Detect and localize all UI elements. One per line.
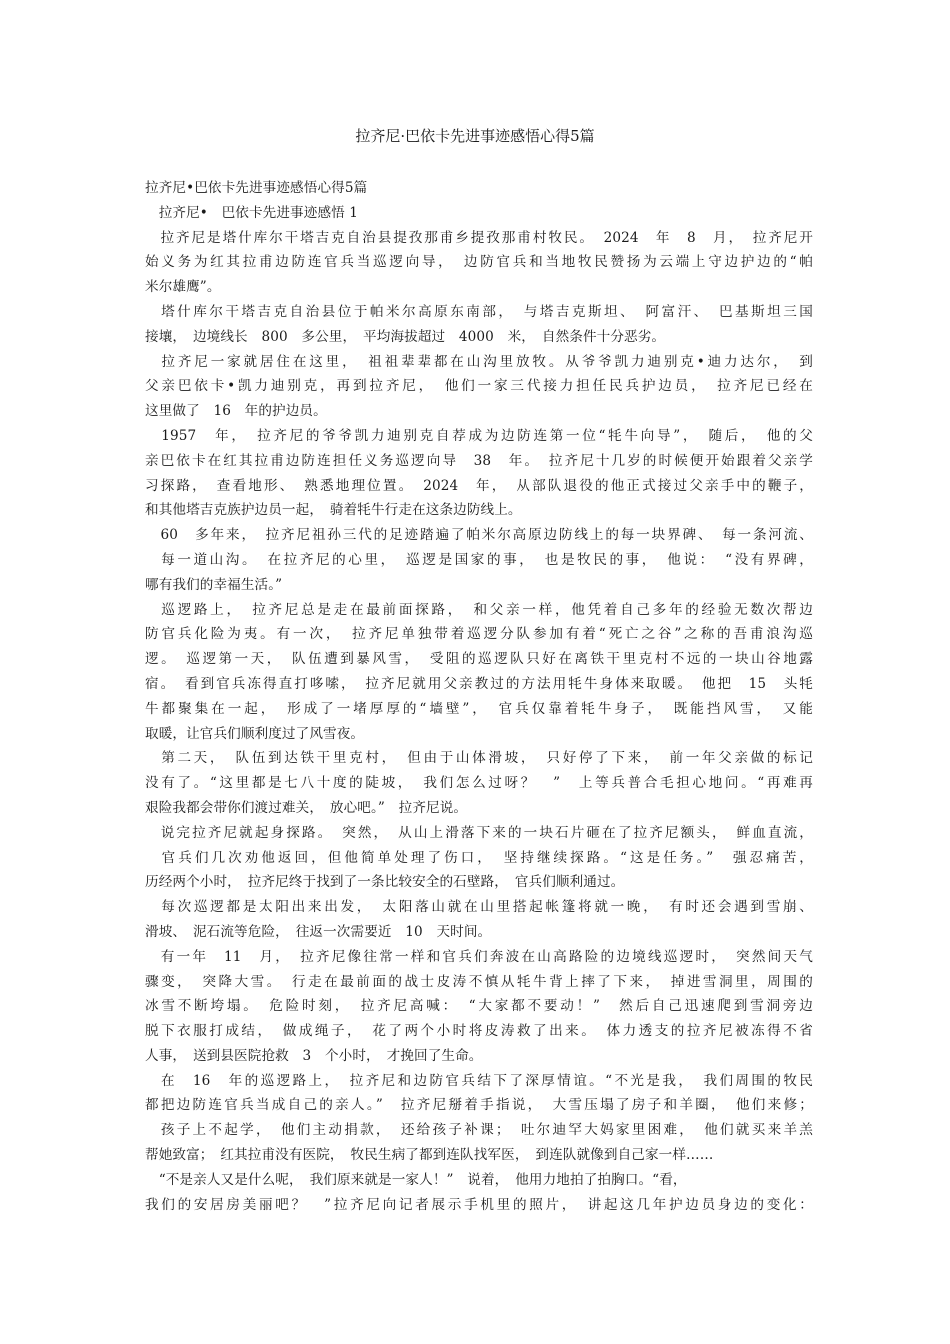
text-line: 和其他塔吉克族护边员一起， 骑着牦牛行走在这条边防线上。 [145, 502, 522, 519]
text-line: 60 多年来， 拉齐尼祖孙三代的足迹踏遍了帕米尔高原边防线上的每一块界碑、 每一条河流、 [145, 527, 813, 544]
text-line: 孩子上不起学， 他们主动捐款， 还给孩子补课； 吐尔迪罕大妈家里困难， 他们就买来羊羔 [145, 1122, 813, 1139]
text-line: 说完拉齐尼就起身探路。 突然， 从山上滑落下来的一块石片砸在了拉齐尼额头， 鲜血直流， [145, 824, 813, 841]
text-line: 每一道山沟。 在拉齐尼的心里， 巡逻是国家的事， 也是牧民的事， 他说： “没有界碑， [145, 551, 813, 568]
text-line: “不是亲人又是什么呢， 我们原来就是一家人！” 说着， 他用力地拍了拍胸口。“看， [145, 1171, 687, 1188]
text-line: 拉齐尼• 巴依卡先进事迹感悟 1 [145, 204, 358, 221]
text-line: 都把边防连官兵当成自己的亲人。” 拉齐尼掰着手指说， 大雪压塌了房子和羊圈， 他们来修； [145, 1097, 813, 1114]
text-line: 有一年 11 月， 拉齐尼像往常一样和官兵们奔波在山高路险的边境线巡逻时， 突然间天气 [145, 948, 813, 965]
text-line: 拉齐尼一家就居住在这里， 祖祖辈辈都在山沟里放牧。从爷爷凯力迪别克•迪力达尔， 到 [145, 353, 813, 370]
text-line: 骤变， 突降大雪。 行走在最前面的战士皮涛不慎从牦牛背上摔了下来， 掉进雪洞里，周围的 [145, 973, 813, 990]
text-line: 官兵们几次劝他返回，但他简单处理了伤口， 坚持继续探路。“这是任务。” 强忍痛苦， [145, 849, 813, 866]
text-line: 冰雪不断垮塌。 危险时刻， 拉齐尼高喊： “大家都不要动！” 然后自己迅速爬到雪洞旁边 [145, 998, 813, 1015]
text-line: 习探路， 查看地形、 熟悉地理位置。 2024 年， 从部队退役的他正式接过父亲手中的鞭子， [145, 477, 813, 494]
text-line: 1957 年， 拉齐尼的爷爷凯力迪别克自荐成为边防连第一位“牦牛向导”， 随后， 他的父 [145, 427, 813, 444]
text-line: 在 16 年的巡逻路上， 拉齐尼和边防官兵结下了深厚情谊。“不光是我， 我们周围的牧民 [145, 1072, 813, 1089]
text-line: 艰险我都会带你们渡过难关， 放心吧。” 拉齐尼说。 [145, 799, 468, 816]
text-line: 第二天， 队伍到达铁干里克村， 但由于山体滑坡， 只好停了下来， 前一年父亲做的标记 [145, 750, 813, 767]
text-line: 没有了。“这里都是七八十度的陡坡， 我们怎么过呀？ ” 上等兵普合毛担心地问。“再难再 [145, 775, 813, 792]
text-line: 取暖，让官兵们顺利度过了风雪夜。 [145, 725, 365, 742]
text-line: 历经两个小时， 拉齐尼终于找到了一条比较安全的石壁路， 官兵们顺利通过。 [145, 874, 625, 891]
text-line: 脱下衣服打成结， 做成绳子， 花了两个小时将皮涛救了出来。 体力透支的拉齐尼被冻得不省 [145, 1023, 813, 1040]
text-line: 亲巴依卡在红其拉甫边防连担任义务巡逻向导 38 年。 拉齐尼十几岁的时候便开始跟着父亲学 [145, 452, 813, 469]
text-line: 哪有我们的幸福生活。” [145, 576, 283, 593]
text-line: 米尔雄鹰”。 [145, 279, 221, 296]
text-line: 牛都聚集在一起， 形成了一堵厚厚的“墙壁”， 官兵仅靠着牦牛身子， 既能挡风雪， 又能 [145, 700, 813, 717]
text-line: 滑坡、 泥石流等危险， 往返一次需要近 10 天时间。 [145, 923, 492, 940]
text-line: 父亲巴依卡•凯力迪别克，再到拉齐尼， 他们一家三代接力担任民兵护边员， 拉齐尼已经在 [145, 378, 813, 395]
text-line: 逻。 巡逻第一天， 队伍遭到暴风雪， 受阻的巡逻队只好在离铁干里克村不远的一块山谷地露 [145, 651, 813, 668]
text-line: 宿。 看到官兵冻得直打哆嗦， 拉齐尼就用父亲教过的方法用牦牛身体来取暖。 他把 15 头牦 [145, 675, 813, 692]
document-body [145, 176, 813, 1217]
text-line: 始义务为红其拉甫边防连官兵当巡逻向导， 边防官兵和当地牧民赞扬为云端上守边护边的“帕 [145, 254, 813, 271]
text-line: 每次巡逻都是太阳出来出发， 太阳落山就在山里搭起帐篷将就一晚， 有时还会遇到雪崩、 [145, 899, 813, 916]
text-line: 人事， 送到县医院抢救 3 个小时， 才挽回了生命。 [145, 1047, 483, 1064]
text-line: 接壤， 边境线长 800 多公里， 平均海拔超过 4000 米， 自然条件十分恶劣。 [145, 328, 666, 345]
document-title: 拉齐尼·巴依卡先进事迹感悟心得5篇 [355, 127, 595, 145]
text-line: 塔什库尔干塔吉克自治县位于帕米尔高原东南部， 与塔吉克斯坦、 阿富汗、 巴基斯坦三国 [145, 303, 813, 320]
text-line: 防官兵化险为夷。有一次， 拉齐尼单独带着巡逻分队参加有着“死亡之谷”之称的吾甫浪沟巡 [145, 626, 813, 643]
text-line: 帮她致富； 红其拉甫没有医院， 牧民生病了都到连队找军医， 到连队就像到自己家一样…… [145, 1147, 714, 1164]
text-line: 拉齐尼是塔什库尔干塔吉克自治县提孜那甫乡提孜那甫村牧民。 2024 年 8 月， 拉齐尼开 [145, 229, 813, 246]
text-line: 巡逻路上， 拉齐尼总是走在最前面探路， 和父亲一样，他凭着自己多年的经验无数次帮边 [145, 601, 813, 618]
text-line: 我们的安居房美丽吧？ ”拉齐尼向记者展示手机里的照片， 讲起这几年护边员身边的变化： [145, 1196, 813, 1213]
text-line: 拉齐尼•巴依卡先进事迹感悟心得5篇 [145, 180, 368, 196]
text-line: 这里做了 16 年的护边员。 [145, 403, 327, 420]
